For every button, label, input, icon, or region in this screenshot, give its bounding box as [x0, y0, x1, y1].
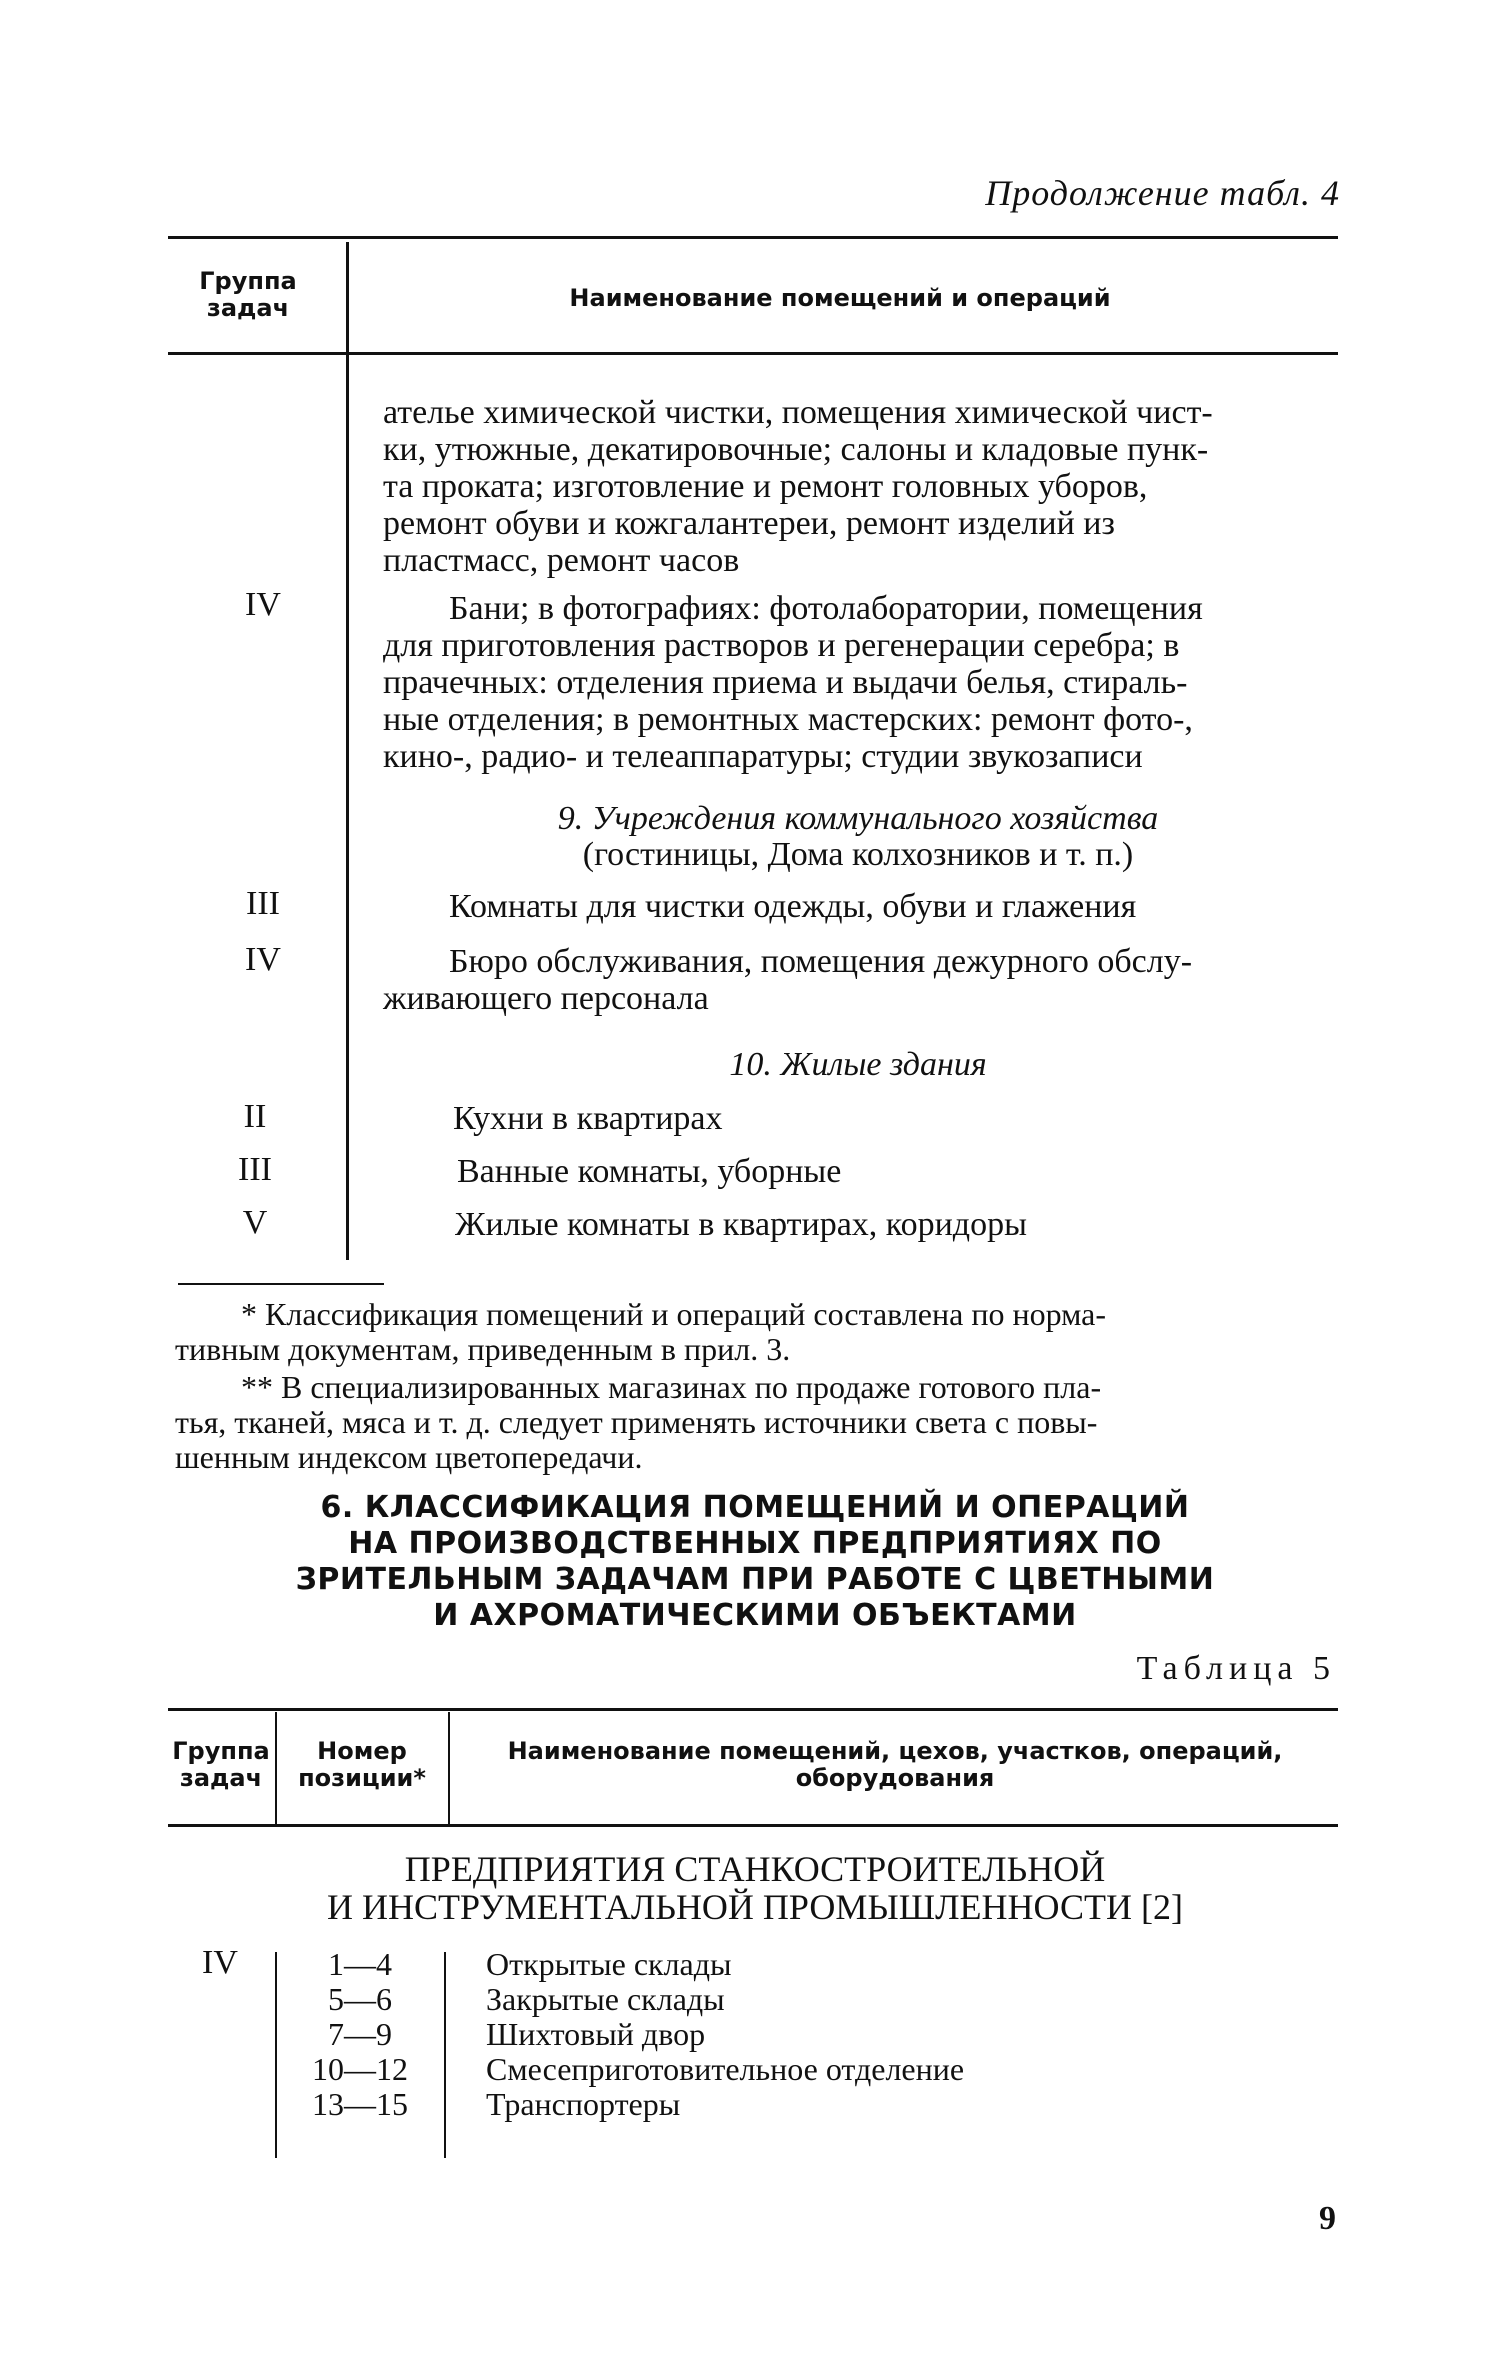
- table5-enterprise-title: [175, 1850, 1335, 1926]
- text-line: для приготовления растворов и регенерации серебра; в: [383, 627, 1180, 664]
- heading-line: ЗРИТЕЛЬНЫМ ЗАДАЧАМ ПРИ РАБОТЕ С ЦВЕТНЫМИ: [295, 1562, 1215, 1597]
- section10-row-text: Кухни в квартирах: [453, 1100, 723, 1137]
- table4-row-group: IV: [245, 586, 281, 623]
- table5-header-position: [278, 1738, 446, 1792]
- continuation-caption: Продолжение табл. 4: [985, 173, 1340, 213]
- section10-row-group: III: [238, 1151, 272, 1188]
- table5-header-divider-1: [275, 1712, 277, 1824]
- table4-row-baths: [383, 590, 1333, 775]
- text-line: прачечных: отделения приема и выдачи белья, стираль-: [383, 664, 1188, 701]
- text-line: та проката; изготовление и ремонт головных уборов,: [383, 468, 1148, 505]
- name-cell: Шихтовый двор: [486, 2016, 706, 2052]
- table4-header-group: [178, 268, 318, 322]
- position-cell: 10—12: [312, 2051, 408, 2087]
- section9-row-group: III: [246, 885, 280, 922]
- table5-body-divider-2: [444, 1952, 446, 2158]
- header-line: задач: [179, 1764, 263, 1792]
- section10-title: 10. Жилые здания: [729, 1046, 987, 1083]
- table4-header-rule: [168, 352, 1338, 355]
- section6-heading: [175, 1490, 1335, 1634]
- table4-header-group-line: Группа: [199, 267, 297, 295]
- section9-row-text: Комнаты для чистки одежды, обуви и глажения: [449, 888, 1137, 925]
- header-line: Номер: [317, 1737, 407, 1765]
- position-cell: 7—9: [328, 2016, 392, 2052]
- table4-top-rule: [168, 236, 1338, 239]
- title-line: И ИНСТРУМЕНТАЛЬНОЙ ПРОМЫШЛЕННОСТИ [2]: [327, 1887, 1183, 1927]
- section10-row-text: Ванные комнаты, уборные: [457, 1153, 842, 1190]
- text-line: ки, утюжные, декатировочные; салоны и кладовые пунк-: [383, 431, 1209, 468]
- header-line: оборудования: [795, 1764, 995, 1792]
- table5-header-name: [455, 1738, 1335, 1792]
- section10-row-text: Жилые комнаты в квартирах, коридоры: [455, 1206, 1027, 1243]
- heading-line: И АХРОМАТИЧЕСКИМИ ОБЪЕКТАМИ: [433, 1598, 1077, 1633]
- table5-positions: [280, 1947, 440, 2122]
- section9-subtitle: (гостиницы, Дома колхозников и т. п.): [582, 836, 1134, 873]
- section10-row-group: V: [242, 1204, 268, 1241]
- position-cell: 13—15: [312, 2086, 408, 2122]
- text-line: Бюро обслуживания, помещения дежурного обслу-: [449, 943, 1193, 980]
- text-line: * Классификация помещений и операций составлена по норма-: [241, 1296, 1106, 1332]
- header-line: Наименование помещений, цехов, участков, операций,: [507, 1737, 1283, 1765]
- footnote-1: [175, 1297, 1333, 1367]
- text-line: тья, тканей, мяса и т. д. следует применять источники света с повы-: [175, 1404, 1098, 1440]
- page-number: 9: [1319, 2200, 1336, 2237]
- title-line: ПРЕДПРИЯТИЯ СТАНКОСТРОИТЕЛЬНОЙ: [404, 1849, 1106, 1889]
- table4-row-continuation: [383, 394, 1333, 579]
- position-cell: 5—6: [328, 1981, 392, 2017]
- text-line: ремонт обуви и кожгалантереи, ремонт изделий из: [383, 505, 1115, 542]
- table4-column-divider: [346, 242, 349, 1260]
- footnote-rule: [178, 1283, 384, 1285]
- table4-header-group-line: задач: [206, 294, 290, 322]
- table4-header-name: Наименование помещений и операций: [569, 284, 1111, 312]
- header-line: Группа: [172, 1737, 270, 1765]
- footnote-2: [175, 1370, 1333, 1475]
- section10-row-group: II: [243, 1098, 267, 1135]
- table5-header-rule: [168, 1824, 1338, 1827]
- section9-row-group: IV: [245, 941, 281, 978]
- table5-group: IV: [202, 1944, 238, 1981]
- name-cell: Транспортеры: [486, 2086, 681, 2122]
- text-line: живающего персонала: [383, 980, 709, 1017]
- table5-names: [486, 1947, 1326, 2122]
- section9-title: 9. Учреждения коммунального хозяйства: [557, 800, 1159, 837]
- text-line: кино-, радио- и телеаппаратуры; студии звукозаписи: [383, 738, 1143, 775]
- table5-label: Таблица 5: [1136, 1650, 1336, 1687]
- table5-header-divider-2: [448, 1712, 450, 1824]
- name-cell: Открытые склады: [486, 1946, 732, 1982]
- section9-row-text: [383, 943, 1333, 1017]
- heading-line: 6. КЛАССИФИКАЦИЯ ПОМЕЩЕНИЙ И ОПЕРАЦИЙ: [320, 1490, 1190, 1525]
- text-line: Бани; в фотографиях: фотолаборатории, помещения: [449, 590, 1203, 627]
- text-line: ные отделения; в ремонтных мастерских: ремонт фото-,: [383, 701, 1193, 738]
- text-line: ателье химической чистки, помещения химической чист-: [383, 394, 1213, 431]
- text-line: ** В специализированных магазинах по продаже готового пла-: [241, 1369, 1102, 1405]
- text-line: пластмасс, ремонт часов: [383, 542, 740, 579]
- heading-line: НА ПРОИЗВОДСТВЕННЫХ ПРЕДПРИЯТИЯХ ПО: [348, 1526, 1162, 1561]
- text-line: шенным индексом цветопередачи.: [175, 1439, 643, 1475]
- text-line: тивным документам, приведенным в прил. 3.: [175, 1331, 791, 1367]
- table5-top-rule: [168, 1708, 1338, 1711]
- name-cell: Смесеприготовительное отделение: [486, 2051, 965, 2087]
- table5-body-divider-1: [275, 1952, 277, 2158]
- header-line: позиции*: [298, 1764, 426, 1792]
- name-cell: Закрытые склады: [486, 1981, 725, 2017]
- table5-header-group: [168, 1738, 274, 1792]
- position-cell: 1—4: [328, 1946, 392, 1982]
